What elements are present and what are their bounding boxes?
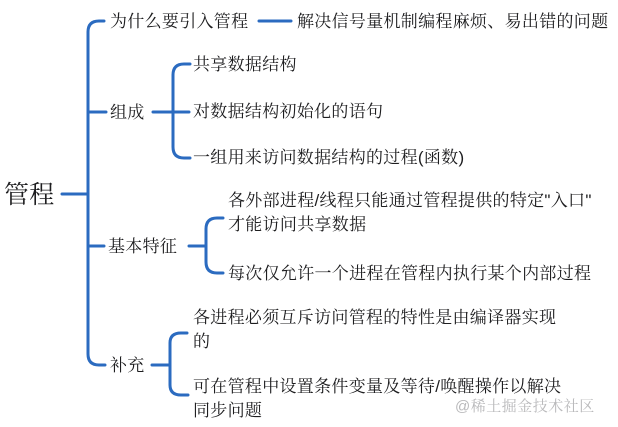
leaf-node-one-process-at-a-time: 每次仅允许一个进程在管程内执行某个内部过程 xyxy=(228,264,592,283)
leaf-line: 可在管程中设置条件变量及等待/唤醒操作以解决 xyxy=(193,377,562,396)
branch-node-supplement: 补充 xyxy=(110,356,145,375)
leaf-line: 才能访问共享数据 xyxy=(228,215,367,234)
leaf-line: 同步问题 xyxy=(193,401,263,420)
leaf-node-access-procedures: 一组用来访问数据结构的过程(函数) xyxy=(193,148,465,167)
branch-node-basic-features: 基本特征 xyxy=(108,237,178,256)
leaf-line: 各外部进程/线程只能通过管程提供的特定"入口" xyxy=(228,191,592,210)
bracket-jibentezheng xyxy=(206,218,223,273)
leaf-node-why-answer: 解决信号量机制编程麻烦、易出错的问题 xyxy=(297,12,609,31)
leaf-node-shared-data-structure: 共享数据结构 xyxy=(193,55,297,74)
bracket-buchong xyxy=(170,333,188,395)
watermark-juejin: @稀土掘金技术社区 xyxy=(455,398,595,415)
leaf-line: 各进程必须互斥访问管程的特性是由编译器实现 xyxy=(193,308,557,327)
branch-node-why-introduce: 为什么要引入管程 xyxy=(110,12,249,31)
leaf-node-compiler-mutex xyxy=(193,306,556,354)
leaf-node-entry-access xyxy=(228,189,592,237)
branch-node-composition: 组成 xyxy=(110,103,145,122)
leaf-node-init-statements: 对数据结构初始化的语句 xyxy=(193,102,384,121)
leaf-line: 的 xyxy=(193,332,211,351)
trunk-line xyxy=(88,21,105,365)
root-node-guancheng: 管程 xyxy=(4,181,55,209)
